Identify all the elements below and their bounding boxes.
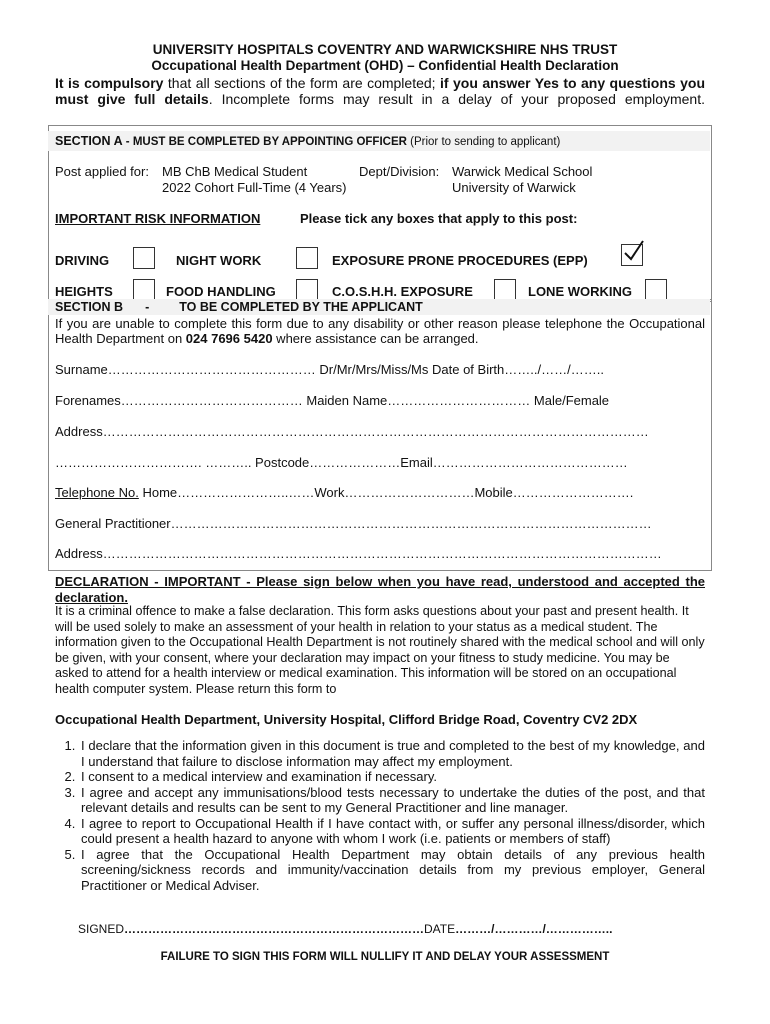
- risk-coshh-label: C.O.S.H.H. EXPOSURE: [332, 284, 473, 299]
- declaration-body: It is a criminal offence to make a false declaration. This form asks questions about your past and present health. It will be used solely to make an assessment of your health in relation to your status as a medical student. The information given to the Occupational Health Department is not routinely shared with the medical school and will only be given, with your consent, where your declaration may impact on your fitness to study medicine. You may be asked to attend for a health interview or medical examination. This information will be stored on an occupational health computer system. Please return this form to: [55, 604, 705, 696]
- trust-name: UNIVERSITY HOSPITALS COVENTRY AND WARWICKSHIRE NHS TRUST: [152, 42, 618, 57]
- risk-night-work-label: NIGHT WORK: [176, 253, 262, 268]
- section-b-note-2: where assistance can be arranged.: [272, 331, 479, 346]
- section-a-note: (Prior to sending to applicant): [406, 136, 561, 148]
- form-title: Occupational Health Department (OHD) – Confidential Health Declaration: [151, 58, 619, 73]
- risk-lone-working-label: LONE WORKING: [528, 284, 632, 299]
- declaration-item: 5. I agree that the Occupational Health Department may obtain details of any previous health screening/sickness records and immunity/vaccination details from my previous employer, General Practitioner or Medical Adviser.: [79, 847, 705, 894]
- post-value-1: MB ChB Medical Student: [162, 164, 308, 179]
- section-b-dash: -: [145, 300, 150, 314]
- section-a-heading-rest: - MUST BE COMPLETED BY APPOINTING OFFICER: [122, 136, 407, 148]
- section-b-heading-rest: TO BE COMPLETED BY THE APPLICANT: [179, 300, 423, 314]
- dept-value-1: Warwick Medical School: [452, 164, 593, 179]
- signed-line: …………………………………………………………………: [124, 922, 425, 936]
- intro-text: [55, 75, 705, 107]
- signed-label: SIGNED: [78, 922, 125, 936]
- night-work-checkbox[interactable]: [296, 247, 318, 269]
- declaration-item: 2. I consent to a medical interview and examination if necessary.: [79, 769, 705, 785]
- intro-bold-1: It is compulsory: [55, 75, 164, 91]
- signature-row[interactable]: [78, 922, 612, 936]
- declaration-item: 3. I agree and accept any immunisations/blood tests necessary to undertake the duties of the post, and that relevant details and results can be sent to my General Practitioner and line manager.: [79, 785, 705, 816]
- driving-checkbox[interactable]: [133, 247, 155, 269]
- address-row[interactable]: Address………………………………………………………………………………………………………………: [55, 424, 649, 439]
- risk-food-handling-label: FOOD HANDLING: [166, 284, 276, 299]
- telephone-row[interactable]: [55, 485, 633, 500]
- surname-row[interactable]: Surname………………………………………… Dr/Mr/Mrs/Miss/Ms Date of Birth……../……/……..: [55, 362, 604, 377]
- risk-instruction: Please tick any boxes that apply to this post:: [300, 211, 578, 226]
- heights-checkbox[interactable]: [133, 279, 155, 301]
- epp-checkbox[interactable]: [621, 244, 643, 266]
- date-line: ………/…………/……………..: [455, 922, 613, 936]
- return-address: Occupational Health Department, University Hospital, Clifford Bridge Road, Coventry CV2 2DX: [55, 712, 638, 727]
- risk-driving-label: DRIVING: [55, 253, 110, 268]
- dept-label: Dept/Division:: [359, 164, 440, 179]
- section-b-note-1: If you are unable to complete this form due to any disability or other reason please telephone the Occupational Health Department on: [55, 316, 705, 346]
- gp-row[interactable]: General Practitioner…………………………………………………………………………………………………: [55, 516, 652, 531]
- intro-bold-2: if you answer Yes to any questions you must give full details: [55, 75, 705, 107]
- section-a-heading: [48, 131, 710, 151]
- ohd-phone: 024 7696 5420: [185, 331, 273, 346]
- risk-heights-label: HEIGHTS: [55, 284, 113, 299]
- declaration-item: 1. I declare that the information given in this document is true and completed to the best of my knowledge, and I understand that failure to disclose information may affect my employment.: [79, 738, 705, 769]
- postcode-email-row[interactable]: ……………………………. ……….. Postcode…………………Email………………………………………: [55, 455, 628, 470]
- check-mark-icon: [621, 239, 647, 265]
- lone-working-checkbox[interactable]: [645, 279, 667, 301]
- forenames-row[interactable]: Forenames…………………………………… Maiden Name…………………………… Male/Female: [55, 393, 610, 408]
- section-b-note: [55, 316, 705, 346]
- date-label: DATE: [424, 922, 456, 936]
- declaration-item: 4. I agree to report to Occupational Health if I have contact with, or suffer any personal illness/disorder, which could present a health hazard to anyone with whom I work (i.e. patients or members of staff): [79, 816, 705, 847]
- post-label: Post applied for:: [55, 164, 149, 179]
- dept-value-2: University of Warwick: [452, 180, 576, 195]
- telephone-fields: Home……………………..……Work…………………………Mobile……………………….: [138, 485, 634, 500]
- coshh-checkbox[interactable]: [494, 279, 516, 301]
- section-a-label: SECTION A: [55, 134, 123, 148]
- section-b-heading: [48, 299, 710, 315]
- post-value-2: 2022 Cohort Full-Time (4 Years): [162, 180, 347, 195]
- declaration-list: [55, 738, 705, 893]
- declaration-heading: DECLARATION - IMPORTANT - Please sign below when you have read, understood and accepted the declaration.: [55, 574, 705, 605]
- section-b-label: SECTION B: [55, 300, 124, 314]
- intro-part-1: that all sections of the form are completed;: [163, 75, 440, 91]
- intro-part-2: . Incomplete forms may result in a delay of your proposed employment.: [208, 91, 705, 107]
- risk-heading: IMPORTANT RISK INFORMATION: [55, 211, 261, 226]
- food-handling-checkbox[interactable]: [296, 279, 318, 301]
- footer-warning: FAILURE TO SIGN THIS FORM WILL NULLIFY IT AND DELAY YOUR ASSESSMENT: [160, 951, 610, 963]
- telephone-label: Telephone No.: [55, 485, 139, 500]
- risk-epp-label: EXPOSURE PRONE PROCEDURES (EPP): [332, 253, 588, 268]
- gp-address-row[interactable]: Address…………………………………………………………………………………………………………………: [55, 546, 662, 561]
